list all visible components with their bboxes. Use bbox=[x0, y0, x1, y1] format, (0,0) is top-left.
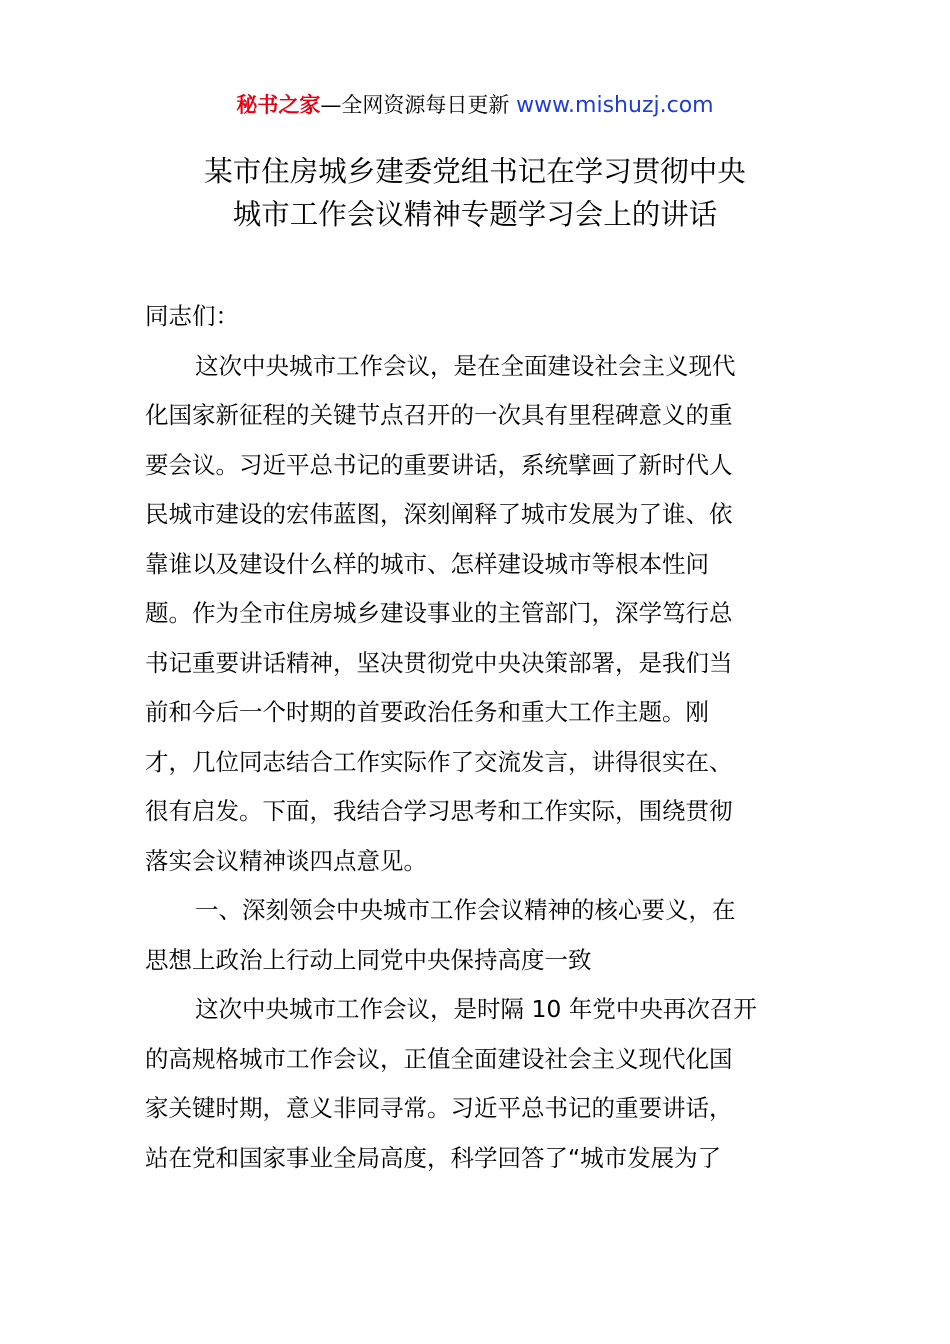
text-line: 民城市建设的宏伟蓝图，深刻阐释了城市发展为了谁、依 bbox=[145, 500, 733, 528]
brand-name: 秘书之家 bbox=[236, 93, 321, 117]
text-line: 这次中央城市工作会议，是时隔 10 年党中央再次召开 bbox=[195, 995, 757, 1023]
text-line: 书记重要讲话精神，坚决贯彻党中央决策部署，是我们当 bbox=[145, 648, 733, 677]
site-header bbox=[0, 88, 950, 123]
heading-line: 思想上政治上行动上同党中央保持高度一致 bbox=[145, 945, 592, 974]
site-url-link[interactable]: www.mishuzj.com bbox=[516, 93, 714, 118]
text-line: 的高规格城市工作会议，正值全面建设社会主义现代化国 bbox=[145, 1044, 733, 1073]
paragraph-section-1 bbox=[145, 985, 807, 1183]
text-line: 题。作为全市住房城乡建设事业的主管部门，深学笃行总 bbox=[145, 599, 733, 627]
text-line: 站在党和国家事业全局高度，科学回答了“城市发展为了 bbox=[145, 1143, 722, 1172]
header-tagline: —全网资源每日更新 bbox=[320, 93, 510, 117]
text-line: 才，几位同志结合工作实际作了交流发言，讲得很实在、 bbox=[145, 747, 733, 776]
heading-line: 一、深刻领会中央城市工作会议精神的核心要义，在 bbox=[195, 896, 736, 924]
document-body bbox=[145, 292, 807, 1183]
paragraph-intro bbox=[145, 342, 807, 887]
title-line-2: 城市工作会议精神专题学习会上的讲话 bbox=[232, 198, 718, 231]
document-title bbox=[0, 150, 950, 236]
salutation: 同志们： bbox=[145, 302, 239, 330]
text-line: 很有启发。下面，我结合学习思考和工作实际，围绕贯彻 bbox=[145, 797, 733, 825]
text-line: 家关键时期，意义非同寻常。习近平总书记的重要讲话， bbox=[145, 1094, 733, 1122]
text-line: 落实会议精神谈四点意见。 bbox=[145, 846, 427, 875]
text-line: 要会议。习近平总书记的重要讲话，系统擘画了新时代人 bbox=[145, 450, 733, 479]
text-line: 化国家新征程的关键节点召开的一次具有里程碑意义的重 bbox=[145, 401, 733, 429]
text-line: 前和今后一个时期的首要政治任务和重大工作主题。刚 bbox=[145, 698, 709, 726]
text-line: 靠谁以及建设什么样的城市、怎样建设城市等根本性问 bbox=[145, 549, 709, 578]
section-heading-1 bbox=[145, 886, 807, 985]
title-line-1: 某市住房城乡建委党组书记在学习贯彻中央 bbox=[204, 155, 746, 188]
text-line: 这次中央城市工作会议，是在全面建设社会主义现代 bbox=[195, 351, 736, 380]
